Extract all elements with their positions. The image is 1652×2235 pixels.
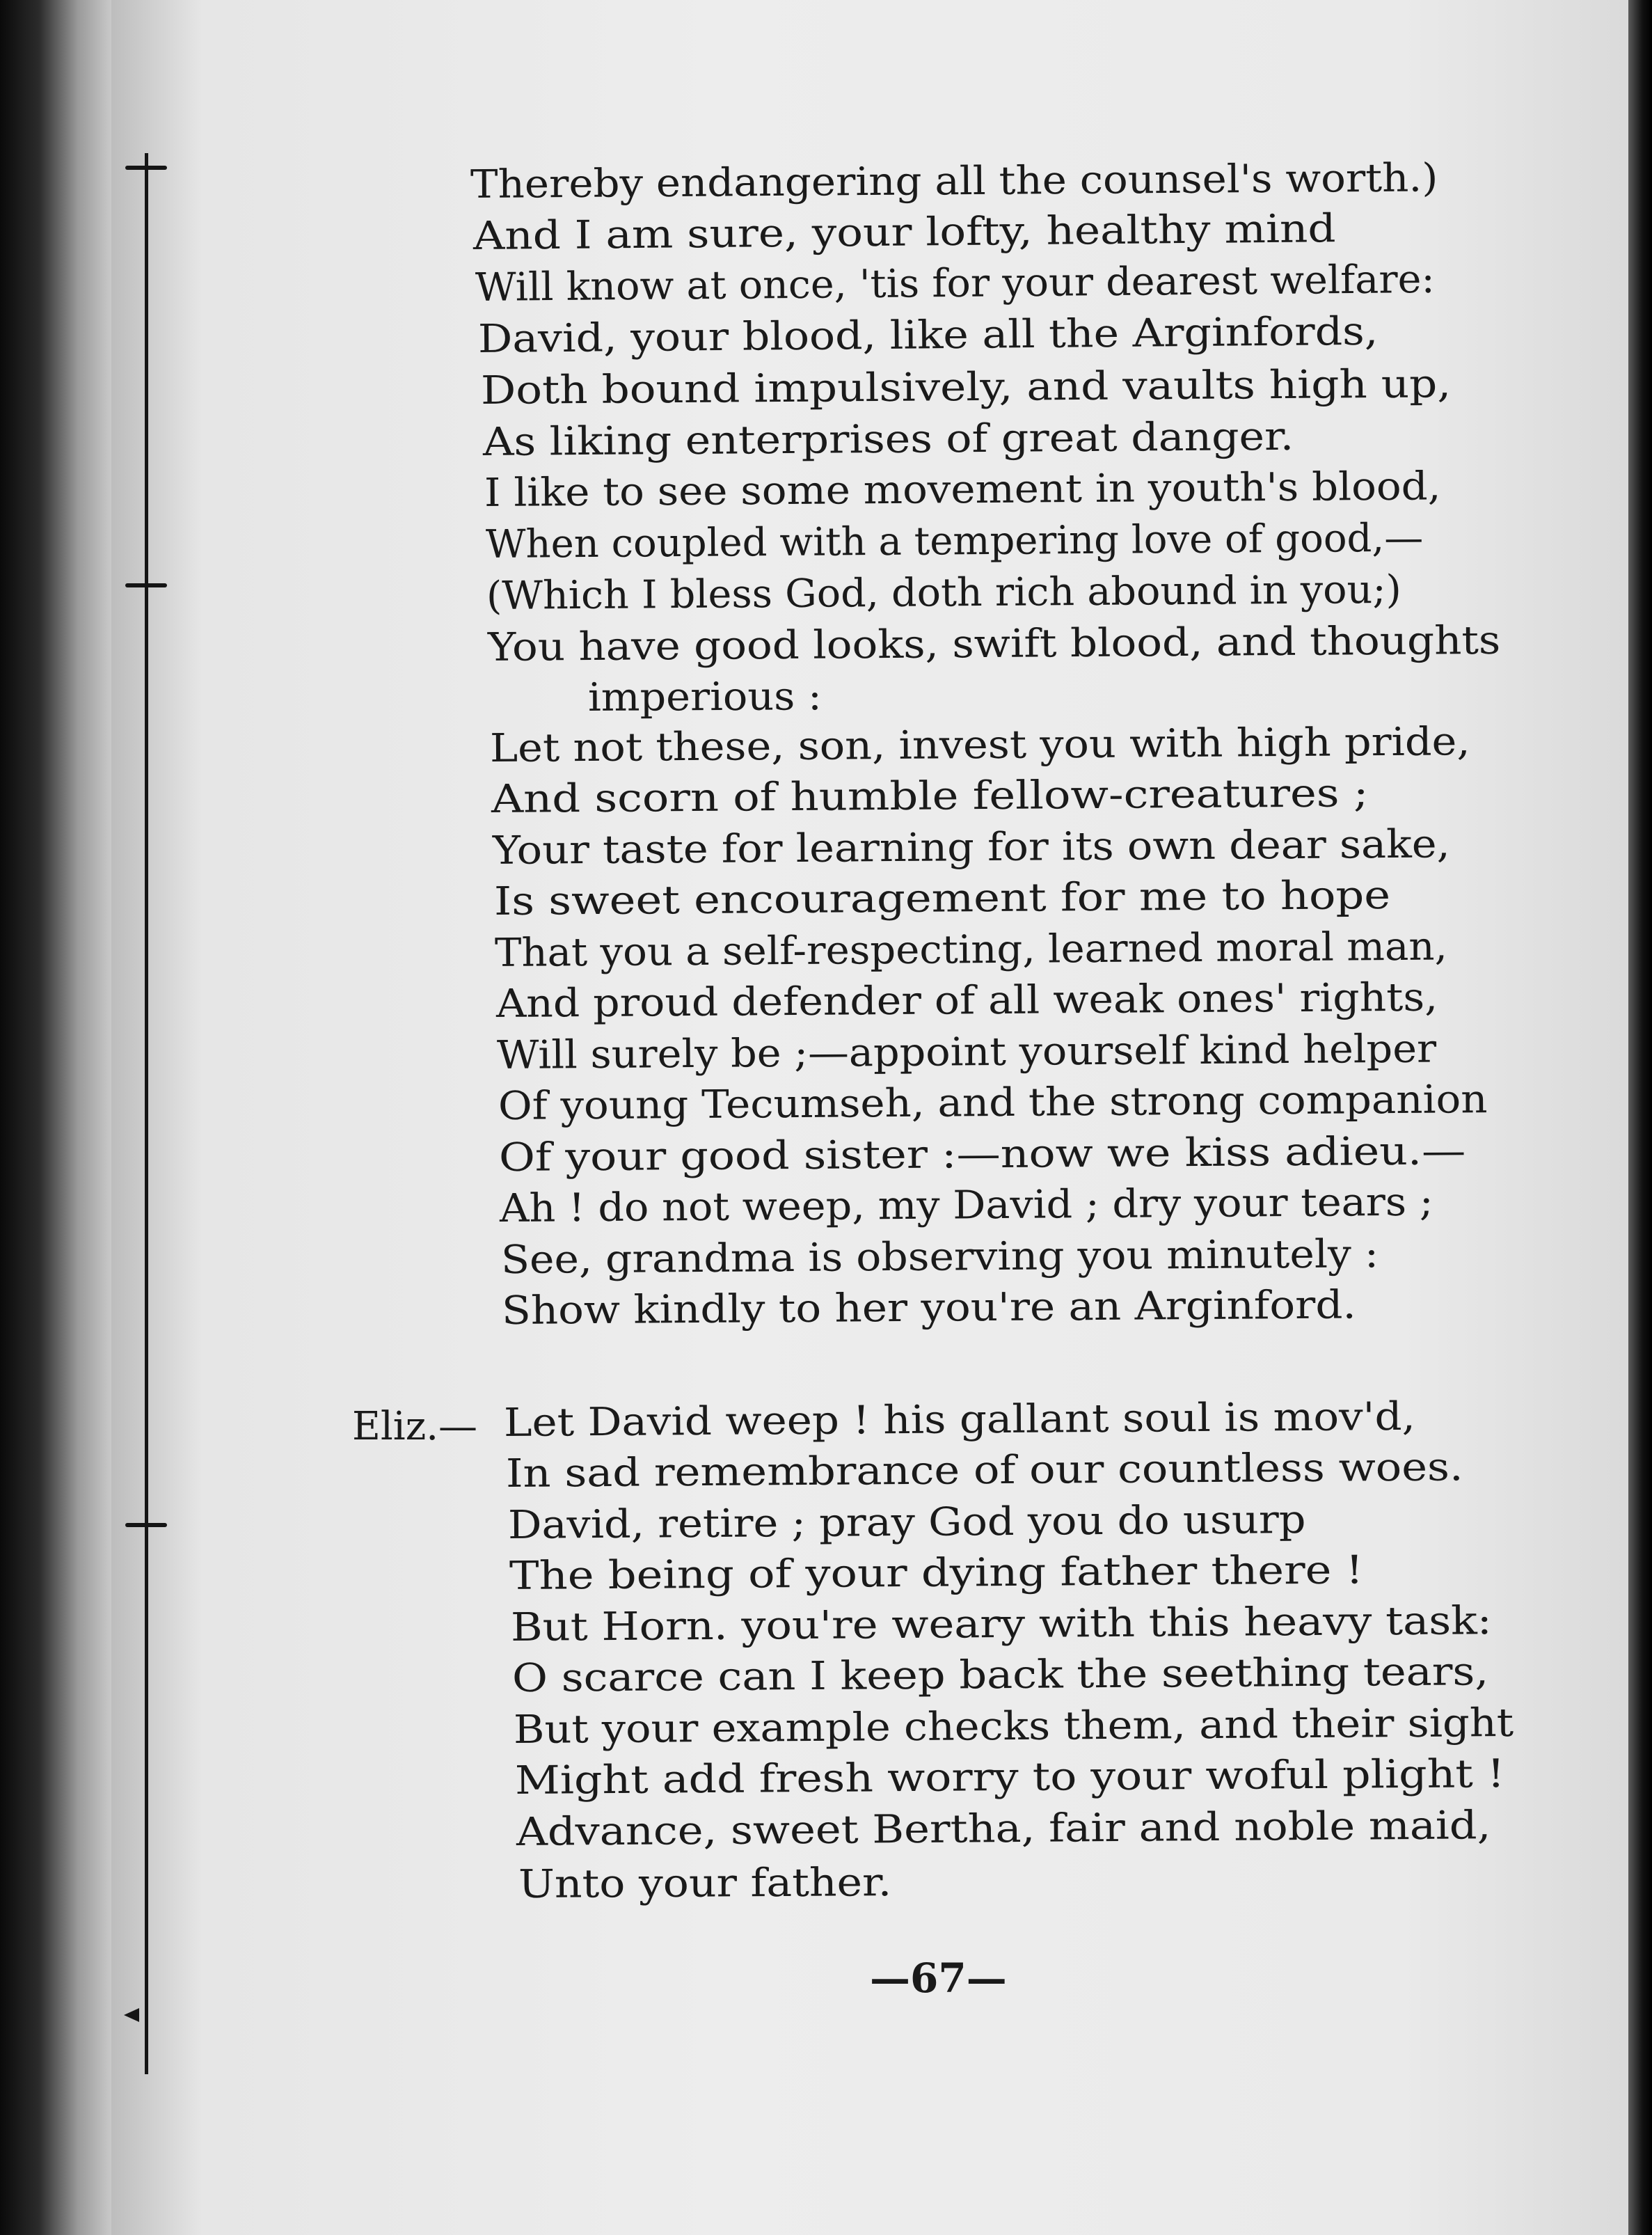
verse-line: And proud defender of all weak ones' rights, xyxy=(495,974,1438,1027)
verse-line: Will know at once, 'tis for your dearest welfare: xyxy=(475,256,1435,310)
verse-line: (Which I bless God, doth rich abound in you;) xyxy=(486,567,1402,619)
verse-line: And scorn of humble fellow-creatures ; xyxy=(491,771,1369,822)
verse-line: Doth bound impulsively, and vaults high up, xyxy=(480,361,1452,413)
verse-line: I like to see some movement in youth's blood, xyxy=(484,464,1441,516)
verse-line: When coupled with a tempering love of good,— xyxy=(485,515,1424,567)
verse-line: In sad remembrance of our countless woes. xyxy=(505,1444,1463,1496)
verse-line: Is sweet encouragement for me to hope xyxy=(493,873,1391,924)
verse-line: Unto your father. xyxy=(518,1860,892,1907)
verse-line: But Horn. you're weary with this heavy task: xyxy=(510,1598,1492,1650)
verse-line: Your taste for learning for its own dear sake, xyxy=(492,821,1450,874)
verse-line: Ah ! do not weep, my David ; dry your tears ; xyxy=(499,1179,1433,1231)
verse-line: Show kindly to her you're an Arginford. xyxy=(501,1282,1357,1334)
verse-line: David, retire ; pray God you do usurp xyxy=(507,1496,1306,1548)
verse-line: Advance, sweet Bertha, fair and noble maid, xyxy=(516,1803,1491,1855)
verse-line: Will surely be ;—appoint yourself kind helper xyxy=(496,1026,1437,1078)
verse-line: Of young Tecumseh, and the strong companion xyxy=(498,1077,1488,1129)
verse-line: Let not these, son, invest you with high pride, xyxy=(489,719,1470,771)
verse-line: The being of your dying father there ! xyxy=(509,1547,1364,1599)
verse-line: That you a self-respecting, learned moral man, xyxy=(494,924,1448,976)
verse-line-continuation: imperious : xyxy=(587,674,823,720)
verse-line: You have good looks, swift blood, and thoughts xyxy=(487,617,1501,670)
page-number: —67— xyxy=(870,1954,1007,2002)
verse-line: Let David weep ! his gallant soul is mov'd, xyxy=(503,1393,1416,1446)
verse-line: O scarce can I keep back the seething tears, xyxy=(511,1649,1489,1701)
verse-line: Of your good sister :—now we kiss adieu.— xyxy=(498,1128,1466,1180)
verse-line: And I am sure, your lofty, healthy mind xyxy=(472,206,1336,259)
verse-line: But your example checks them, and their sight xyxy=(513,1700,1514,1753)
verse-line: Might add fresh worry to your woful plight ! xyxy=(514,1751,1505,1803)
speaker-label: Eliz.— xyxy=(352,1404,478,1449)
verse-line: David, your blood, like all the Arginfords, xyxy=(477,308,1379,362)
verse-line: Thereby endangering all the counsel's worth.) xyxy=(470,155,1438,207)
verse-line: As liking enterprises of great danger. xyxy=(482,413,1294,465)
verse-line: See, grandma is observing you minutely : xyxy=(500,1231,1379,1283)
